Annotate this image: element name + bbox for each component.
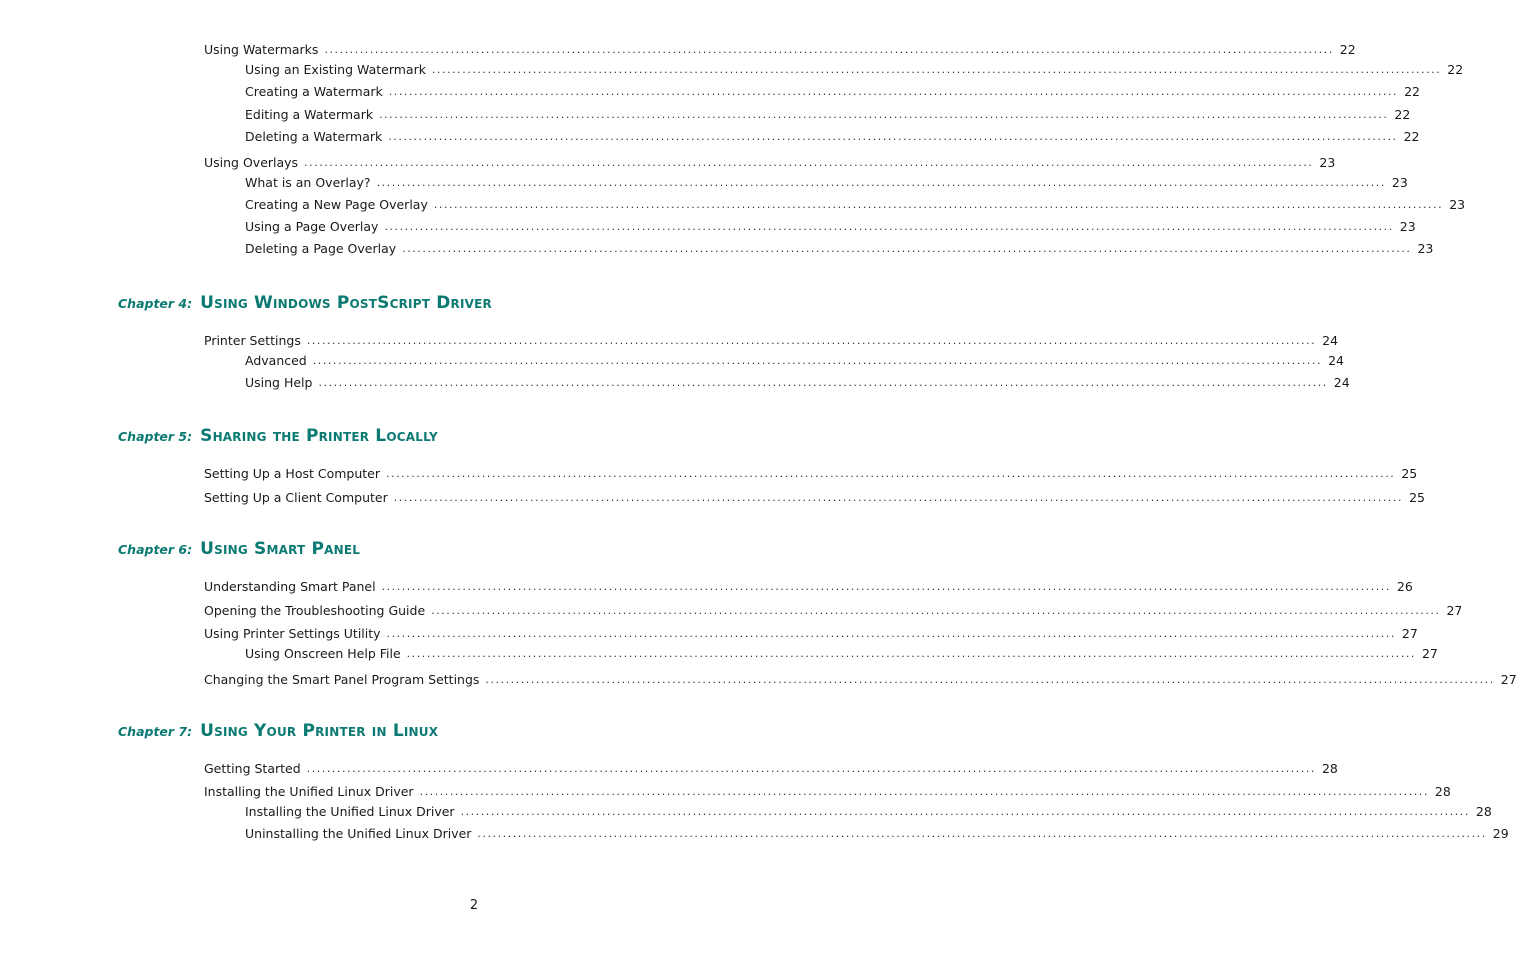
toc-entry-page: 28 [1321, 761, 1338, 776]
toc-subentry[interactable] [245, 173, 1408, 191]
toc-subentry[interactable] [245, 217, 1416, 235]
toc-entry-title: Editing a Watermark [245, 107, 374, 122]
dot-leader: ........................................................................................................................................................................................................ [485, 673, 1495, 686]
toc-entry-title: Setting Up a Client Computer [204, 490, 388, 505]
chapter-heading[interactable] [118, 721, 438, 745]
dot-leader: ........................................................................................................................................................................................................ [306, 334, 1317, 347]
toc-subentry[interactable] [245, 105, 1411, 123]
toc-entry[interactable] [204, 488, 1425, 506]
toc-entry[interactable] [204, 670, 1517, 688]
toc-subentry[interactable] [245, 802, 1492, 820]
toc-entry-title: Using an Existing Watermark [245, 62, 426, 77]
dot-leader: ........................................................................................................................................................................................................ [388, 85, 1399, 98]
toc-entry-page: 26 [1396, 579, 1413, 594]
toc-entry[interactable] [204, 601, 1463, 619]
chapter-title: Using Smart Panel [200, 539, 361, 559]
dot-leader: ........................................................................................................................................................................................................ [324, 43, 1334, 56]
toc-subentry[interactable] [245, 195, 1466, 213]
toc-entry-title: Changing the Smart Panel Program Settings [204, 672, 480, 687]
toc-entry[interactable] [204, 40, 1356, 58]
chapter-heading[interactable] [118, 293, 492, 317]
toc-entry-page: 23 [1319, 155, 1336, 170]
dot-leader: ........................................................................................................................................................................................................ [386, 627, 1396, 640]
toc-entry-title: Installing the Unified Linux Driver [204, 784, 414, 799]
toc-entry-title: Installing the Unified Linux Driver [245, 804, 455, 819]
toc-entry-page: 24 [1333, 375, 1350, 390]
toc-entry-page: 27 [1401, 626, 1418, 641]
toc-entry-title: Deleting a Watermark [245, 129, 383, 144]
dot-leader: ........................................................................................................................................................................................................ [431, 63, 1442, 76]
dot-leader: ........................................................................................................................................................................................................ [393, 491, 1404, 504]
toc-entry-page: 28 [1434, 784, 1451, 799]
dot-leader: ........................................................................................................................................................................................................ [381, 580, 1391, 593]
toc-entry-page: 27 [1446, 603, 1463, 618]
toc-entry[interactable] [204, 331, 1339, 349]
toc-entry-title: Using Watermarks [204, 42, 319, 57]
toc-entry-title: Understanding Smart Panel [204, 579, 376, 594]
toc-entry[interactable] [204, 759, 1338, 777]
toc-entry-page: 22 [1404, 84, 1420, 99]
toc-entry-title: Creating a Watermark [245, 84, 383, 99]
toc-entry-page: 23 [1449, 197, 1466, 212]
toc-entry-page: 22 [1394, 107, 1411, 122]
chapter-label: Chapter 5: [118, 429, 193, 444]
dot-leader: ........................................................................................................................................................................................................ [402, 242, 1412, 255]
dot-leader: ........................................................................................................................................................................................................ [386, 467, 1396, 480]
dot-leader: ........................................................................................................................................................................................................ [376, 176, 1386, 189]
chapter-heading[interactable] [118, 426, 438, 450]
toc-entry-title: Deleting a Page Overlay [245, 241, 397, 256]
toc-entry-page: 28 [1475, 804, 1492, 819]
toc-entry-page: 23 [1399, 219, 1416, 234]
toc-subentry[interactable] [245, 127, 1420, 145]
toc-entry-page: 22 [1403, 129, 1420, 144]
toc-entry-title: Opening the Troubleshooting Guide [204, 603, 426, 618]
toc-entry-page: 22 [1447, 62, 1464, 77]
chapter-title: Sharing the Printer Locally [200, 426, 438, 446]
toc-entry-title: Using Overlays [204, 155, 299, 170]
toc-entry-title: Setting Up a Host Computer [204, 466, 380, 481]
toc-entry-title: Using a Page Overlay [245, 219, 379, 234]
toc-entry[interactable] [204, 464, 1418, 482]
toc-entry-page: 25 [1401, 466, 1418, 481]
dot-leader: ........................................................................................................................................................................................................ [460, 805, 1470, 818]
dot-leader: ........................................................................................................................................................................................................ [312, 354, 1323, 367]
toc-entry-title: Using Help [245, 375, 313, 390]
toc-subentry[interactable] [245, 373, 1350, 391]
chapter-label: Chapter 7: [118, 724, 193, 739]
toc-subentry[interactable] [245, 644, 1438, 662]
toc-entry-page: 25 [1409, 490, 1425, 505]
toc-entry[interactable] [204, 782, 1451, 800]
dot-leader: ........................................................................................................................................................................................................ [306, 762, 1316, 775]
toc-subentry[interactable] [245, 239, 1434, 257]
dot-leader: ........................................................................................................................................................................................................ [379, 108, 1389, 121]
dot-leader: ........................................................................................................................................................................................................ [318, 376, 1328, 389]
toc-entry-title: Using Onscreen Help File [245, 646, 401, 661]
toc-entry-title: Getting Started [204, 761, 301, 776]
dot-leader: ........................................................................................................................................................................................................ [477, 827, 1487, 840]
toc-entry-title: Uninstalling the Unified Linux Driver [245, 826, 472, 841]
toc-entry-page: 22 [1339, 42, 1356, 57]
chapter-title: Using Your Printer in Linux [200, 721, 439, 741]
dot-leader: ........................................................................................................................................................................................................ [388, 130, 1398, 143]
toc-entry[interactable] [204, 624, 1418, 642]
toc-entry-page: 23 [1417, 241, 1434, 256]
toc-entry-title: Printer Settings [204, 333, 301, 348]
toc-entry[interactable] [204, 577, 1413, 595]
chapter-title: Using Windows PostScript Driver [200, 293, 492, 313]
chapter-heading[interactable] [118, 539, 360, 563]
dot-leader: ........................................................................................................................................................................................................ [419, 785, 1429, 798]
chapter-label: Chapter 4: [118, 296, 193, 311]
toc-entry-title: What is an Overlay? [245, 175, 371, 190]
toc-entry-page: 23 [1391, 175, 1408, 190]
chapter-label: Chapter 6: [118, 542, 193, 557]
dot-leader: ........................................................................................................................................................................................................ [433, 198, 1444, 211]
toc-subentry[interactable] [245, 60, 1464, 78]
toc-entry-page: 27 [1421, 646, 1438, 661]
dot-leader: ........................................................................................................................................................................................................ [384, 220, 1394, 233]
toc-entry[interactable] [204, 153, 1336, 171]
page-number: 2 [469, 898, 479, 913]
toc-subentry[interactable] [245, 351, 1344, 369]
toc-subentry[interactable] [245, 824, 1509, 842]
toc-entry-page: 24 [1328, 353, 1344, 368]
toc-entry-page: 27 [1500, 672, 1517, 687]
toc-entry-page: 29 [1492, 826, 1509, 841]
toc-subentry[interactable] [245, 82, 1420, 100]
toc-entry-title: Creating a New Page Overlay [245, 197, 428, 212]
toc-entry-title: Using Printer Settings Utility [204, 626, 381, 641]
toc-entry-title: Advanced [245, 353, 307, 368]
toc-entry-page: 24 [1322, 333, 1339, 348]
dot-leader: ........................................................................................................................................................................................................ [431, 604, 1441, 617]
dot-leader: ........................................................................................................................................................................................................ [406, 647, 1416, 660]
dot-leader: ........................................................................................................................................................................................................ [304, 156, 1314, 169]
